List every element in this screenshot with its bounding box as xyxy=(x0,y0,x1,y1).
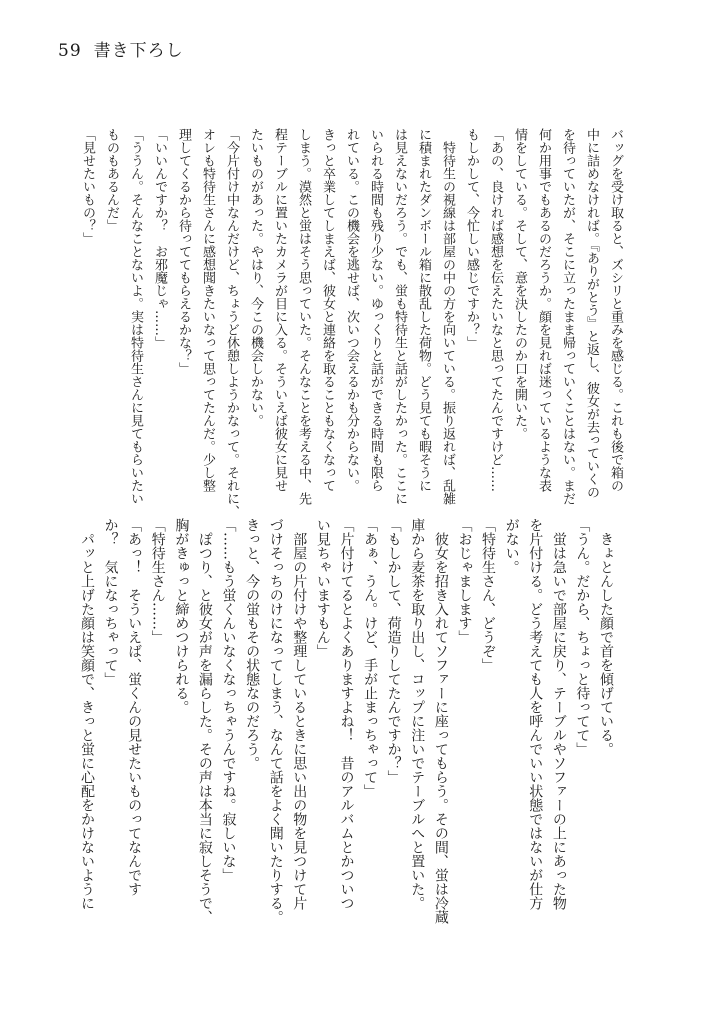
running-header xyxy=(58,36,184,61)
text-column: 程テーブルに置いたカメラが目に入る。そういえば彼女に見せ xyxy=(272,128,287,492)
text-column: 「今片付け中なんだけど、ちょうど休憩しようかなって。それに、 xyxy=(224,128,239,518)
text-column: 部屋の片付けや整理しているときに思い出の物を見つけて片 xyxy=(291,518,308,910)
text-column: バッグを受け取ると、ズシリと重みを感じる。これも後で箱の xyxy=(608,128,623,492)
text-column: 何か用事でもあるのだろうか。顔を見れば迷っているような表 xyxy=(536,128,551,492)
text-column: を待っていたが、そこに立ったまま帰っていくことはない。まだ xyxy=(560,128,575,505)
text-column: きょとんした顔で首を傾げている。 xyxy=(598,518,614,756)
text-column: 蛍は急いで部屋に戻り、テーブルやソファーの上にあった物 xyxy=(550,518,567,910)
text-column: もしかして、今忙しい感じですか？」 xyxy=(464,128,479,349)
text-column: 「特待生さん、どうぞ」 xyxy=(480,518,497,672)
text-column: 「あぁ、うん。けど、手が止まっちゃって」 xyxy=(362,518,379,798)
text-column: 「見せたいもの？」 xyxy=(80,128,95,245)
text-column: に積まれたダンボール箱に散乱した荷物。どう見ても暇そうに xyxy=(416,128,431,492)
text-column: 「あの、良ければ感想を伝えたいなと思ってたんですけど…… xyxy=(488,128,503,492)
text-column: 情をしている。そして、意を決したのか口を開いた。 xyxy=(512,128,527,440)
text-column: 「ううん。そんなことないよ。実は特待生さんに見てもらいたい xyxy=(128,128,143,505)
text-column: ぽつり、と彼女が声を漏らした。その声は本当に寂しそうで、 xyxy=(196,518,213,924)
section-title: 書き下ろし xyxy=(93,41,184,61)
page-number: 59 xyxy=(58,41,82,61)
text-column: しまう。漠然と蛍はそう思っていた。そんなことを考える中、先 xyxy=(296,128,311,505)
text-column: い見ちゃいますもん」 xyxy=(314,518,331,658)
text-column: いられる時間も残り少ない。ゆっくりと話ができる時間も限ら xyxy=(368,128,383,492)
text-column: きっと、今の蛍もその状態なのだろう。 xyxy=(244,518,261,770)
text-column: 彼女を招き入れてソファーに座ってもらう。その間、蛍は冷蔵 xyxy=(432,518,449,924)
lower-text-block xyxy=(74,518,617,958)
text-column: 中に詰めなければ。『ありがとう』と返し、彼女が去っていくの xyxy=(584,128,599,499)
text-column: 「いいんですか？ お邪魔じゃ……」 xyxy=(152,128,167,349)
upper-text-block xyxy=(75,128,627,518)
text-column: 「もしかして、荷造りしてたんですか？」 xyxy=(385,518,402,784)
text-column: 「おじゃまします」 xyxy=(456,518,473,644)
text-column: を片付ける。どう考えても人を呼んでいい状態ではないが仕方 xyxy=(527,518,544,910)
text-column: 庫から麦茶を取り出し、コップに注いでテーブルへと置いた。 xyxy=(409,518,426,910)
text-column: か？ 気になっちゃって」 xyxy=(102,518,119,686)
text-column: 「片付けてるとよくありますよね！ 昔のアルバムとかついつ xyxy=(338,518,355,910)
text-column: ものもあるんだ」 xyxy=(104,128,119,232)
text-column: 「うん。だから、ちょっと待ってて」 xyxy=(574,518,591,756)
text-column: 特待生の視線は部屋の中の方を向いている。振り返れば、乱雑 xyxy=(440,128,455,505)
text-column: 「あっ！ そういえば、蛍くんの見せたいものってなんです xyxy=(126,518,143,896)
text-column: 胸がきゅっと締めつけられる。 xyxy=(173,518,190,714)
text-column: 理してくるから待っててもらえるかな？」 xyxy=(176,128,191,375)
text-column: パッと上げた顔は笑顔で、きっと蛍に心配をかけないように xyxy=(78,518,95,910)
text-column: 「……もう蛍くんいなくなっちゃうんですね。寂しいな」 xyxy=(220,518,237,882)
text-column: たいものがあった。やはり、今この機会しかない。 xyxy=(248,128,263,427)
text-column: オレも特待生さんに感想聞きたいなって思ってたんだ。少し整 xyxy=(200,128,215,492)
text-column: れている。この機会を逃せば、次いつ会えるかも分からない。 xyxy=(344,128,359,492)
text-column: は見えないだろう。でも、蛍も特待生と話がしたかった。ここに xyxy=(392,128,407,505)
text-column: づけそっちのけになってしまう、なんて話をよく聞いたりする。 xyxy=(267,518,284,924)
text-column: きっと卒業してしまえば、彼女と連絡を取ることもなくなって xyxy=(320,128,335,492)
text-column: がない。 xyxy=(503,518,520,574)
text-column: 「特待生さん……」 xyxy=(149,518,166,644)
